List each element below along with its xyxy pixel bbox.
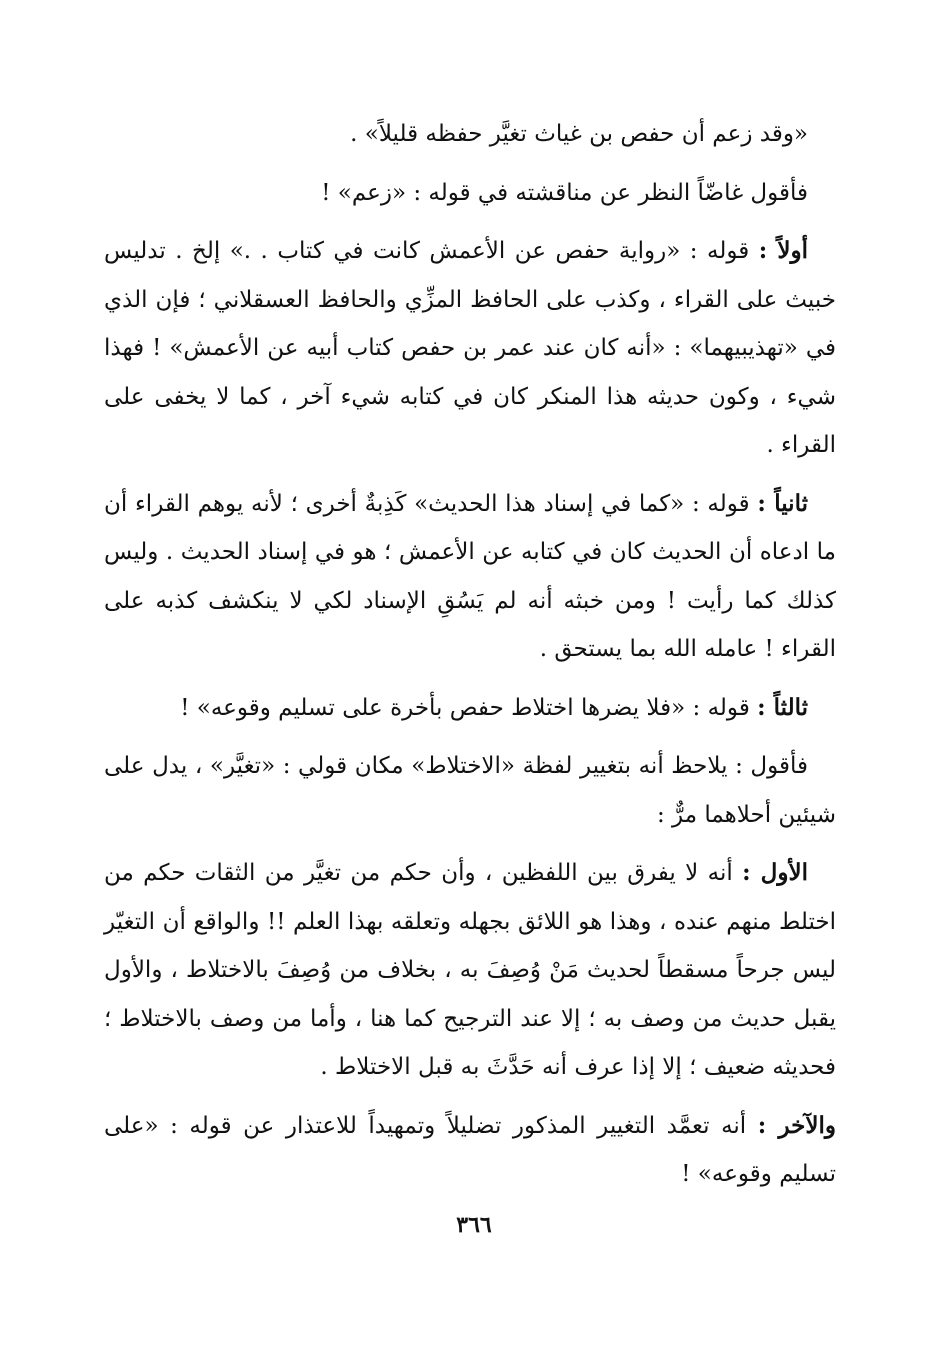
paragraph-8	[104, 1102, 836, 1199]
paragraph-text: أنه تعمَّد التغيير المذكور تضليلاً وتمهيداً للاعتذار عن قوله : «على تسليم وقوعه» !	[104, 1112, 836, 1187]
paragraph-lead: أولاً :	[758, 237, 808, 264]
paragraph-2	[104, 169, 836, 218]
paragraph-5	[104, 684, 836, 733]
paragraph-text: فأقول غاضّاً النظر عن مناقشته في قوله : «زعم» !	[321, 179, 808, 206]
paragraph-7	[104, 849, 836, 1092]
paragraph-text: أنه لا يفرق بين اللفظين ، وأن حكم من تغيَّر من الثقات حكم من اختلط منهم عنده ، وهذا هو اللائق بجهله وتعلقه بهذا العلم !! والواقع أن التغيّر ليس جرحاً مسقطاً لحديث مَنْ وُصِفَ به ، بخلاف من وُصِفَ بالاختلاط ، والأول يقبل حديث من وصف به ؛ إلا عند الترجيح كما هنا ، وأما من وصف بالاختلاط ؛ فحديثه ضعيف ؛ إلا إذا عرف أنه حَدَّثَ به قبل الاختلاط .	[104, 860, 836, 1080]
paragraph-lead: والآخر :	[757, 1111, 836, 1139]
paragraph-lead: ثالثاً :	[757, 693, 808, 721]
paragraph-6	[104, 742, 836, 839]
paragraph-1	[104, 110, 836, 159]
paragraph-text: فأقول : يلاحظ أنه بتغيير لفظة «الاختلاط» مكان قولي : «تغيَّر» ، يدل على شيئين أحلاهما مرٌّ :	[104, 753, 836, 828]
paragraph-text: «وقد زعم أن حفص بن غياث تغيَّر حفظه قليلاً» .	[350, 121, 808, 147]
paragraph-text: قوله : «كما في إسناد هذا الحديث» كَذِبةٌ أخرى ؛ لأنه يوهم القراء أن ما ادعاه أن الحديث كان في كتابه عن الأعمش ؛ هو في إسناد الحديث . وليس كذلك كما رأيت ! ومن خبثه أنه لم يَسُقِ الإسناد لكي لا ينكشف كذبه على القراء ! عامله الله بما يستحق .	[104, 490, 836, 662]
paragraph-3	[104, 227, 836, 470]
page-number: ٣٦٦	[456, 1212, 492, 1238]
paragraph-lead: ثانياً :	[757, 489, 808, 517]
body-text	[104, 110, 836, 1209]
paragraph-text: قوله : «فلا يضرها اختلاط حفص بأخرة على تسليم وقوعه» !	[180, 694, 758, 721]
paragraph-4	[104, 480, 836, 674]
paragraph-text: قوله : «رواية حفص عن الأعمش كانت في كتاب . .» إلخ . تدليس خبيث على القراء ، وكذب على الحافظ المزِّي والحافظ العسقلاني ؛ فإن الذي في «تهذيبيهما» : «أنه كان عند عمر بن حفص كتاب أبيه عن الأعمش» ! فهذا شيء ، وكون حديثه هذا المنكر كان في كتابه شيء آخر ، كما لا يخفى على القراء .	[104, 238, 837, 458]
paragraph-lead: الأول :	[742, 859, 808, 886]
